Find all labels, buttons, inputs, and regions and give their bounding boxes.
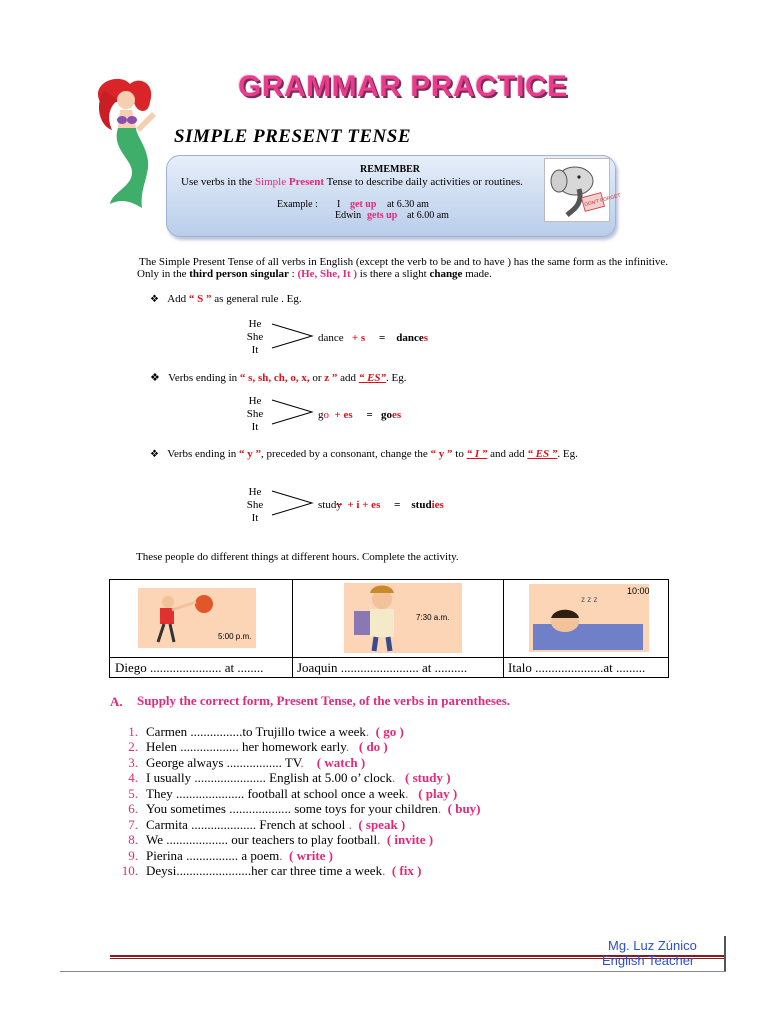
rule-1-marker: “ S ”	[188, 293, 212, 305]
rule-2-pre: Verbs ending in	[168, 372, 240, 384]
intro-line-2-change: change	[429, 268, 463, 280]
exercise-item-verb: ( fix )	[391, 863, 422, 878]
example-1-subject: I	[337, 199, 341, 210]
rule-3	[150, 448, 578, 460]
exercise-item-verb: ( study )	[405, 770, 451, 785]
rule-1-equals: =	[378, 332, 386, 344]
exercise-number: 4.	[128, 770, 138, 785]
rule-3-example	[318, 499, 444, 511]
pronoun-he: He	[248, 318, 262, 330]
rule-3-pre: Verbs ending in	[167, 448, 240, 460]
bullet-diamond-icon: ❖	[150, 372, 160, 384]
pronoun-he: He	[248, 395, 262, 407]
bullet-diamond-icon: ❖	[150, 294, 159, 305]
example-2-verb: gets up	[367, 210, 398, 221]
rule-2-plus: + es	[334, 409, 353, 421]
exercise-item-verb: ( invite )	[386, 832, 434, 847]
activity-intro: These people do different things at different hours. Complete the activity.	[136, 551, 459, 563]
elephant-icon	[545, 159, 622, 221]
rule-3-post: . Eg.	[557, 448, 578, 460]
exercise-item-text: Pierina ................ a poem	[146, 848, 280, 863]
intro-line-2-post: made.	[462, 268, 492, 280]
exercise-item-text: They ..................... football at school once a week	[146, 786, 406, 801]
exercise-item-verb: ( buy)	[447, 801, 481, 816]
pronoun-she: She	[246, 331, 264, 343]
rule-3-mid: , preceded by a consonant, change the	[261, 448, 431, 460]
page-title: GRAMMAR PRACTICE	[238, 70, 568, 103]
intro-line-2-mid: is there a slight	[357, 268, 430, 280]
pronoun-she: She	[246, 408, 264, 420]
basketball-picture	[138, 588, 256, 648]
exercise-item-verb: ( go )	[375, 724, 404, 739]
rule-2-post: . Eg.	[386, 372, 407, 384]
exercise-item-text: Helen .................. her homework early	[146, 739, 346, 754]
elephant-illustration	[544, 158, 622, 222]
exercise-item-10: Deysi.......................her car three time a week. ( fix )	[146, 863, 422, 878]
example-2-time: at 6.00 am	[407, 210, 449, 221]
exercise-number: 9.	[128, 848, 138, 863]
rule-3-verb-end-crossed: y	[336, 499, 342, 511]
picture-cell-italo	[503, 580, 668, 657]
picture-cell-diego	[110, 580, 293, 657]
intro-line-2-pronouns: (He, She, It )	[297, 268, 358, 280]
rule-2-verb-end: o	[323, 409, 329, 421]
exercise-number: 8.	[128, 832, 138, 847]
example-2-subject: Edwin	[335, 210, 362, 221]
exercise-number: 10.	[121, 863, 138, 878]
rule-2-equals: =	[366, 409, 373, 421]
exercise-number: 7.	[128, 817, 138, 832]
rule-3-i: “ I ”	[466, 448, 488, 460]
exercise-number: 1.	[128, 724, 138, 739]
pronoun-it: It	[251, 421, 259, 433]
rule-3-result-end: ies	[431, 499, 444, 511]
exercise-item-1: Carmen ................to Trujillo twice a week. ( go )	[146, 724, 404, 739]
dont-forget-badge: DON'T FORGET	[583, 192, 622, 209]
rule-1-pronouns	[243, 318, 267, 357]
exercise-item-verb: ( speak )	[358, 817, 406, 832]
remember-heading: REMEMBER	[360, 164, 420, 175]
rule-3-marker: “ ES ”	[527, 448, 558, 460]
exercise-item-text: Carmita .................... French at school	[146, 817, 349, 832]
exercise-item-2: Helen .................. her homework early. ( do )	[146, 739, 388, 754]
sleeping-picture	[529, 584, 649, 652]
exercise-item-text: We ................... our teachers to play football	[146, 832, 378, 847]
example-1-verb: get up	[350, 199, 377, 210]
exercise-item-text: Carmen ................to Trujillo twice a week	[146, 724, 366, 739]
example-label: Example :	[277, 199, 318, 210]
rule-1-post: as general rule . Eg.	[211, 293, 302, 305]
pictures-table	[109, 579, 669, 678]
exercise-item-verb: ( do )	[358, 739, 388, 754]
caption-diego: Diego ...................... at ........	[115, 660, 264, 675]
rule-1	[150, 293, 302, 305]
bullet-diamond-icon: ❖	[150, 449, 159, 460]
remember-line-pre: Use verbs in the	[181, 176, 255, 188]
intro-line-2-pre: Only in the	[137, 268, 190, 280]
remember-line-present: Present	[288, 176, 325, 188]
rule-1-pre: Add	[167, 293, 189, 305]
footer-base-rule	[60, 971, 726, 972]
rule-1-arrow-icon	[270, 322, 314, 350]
rule-2-example	[318, 409, 401, 421]
svg-text:z z z: z z z	[581, 595, 598, 604]
remember-line-post: Tense to describe daily activities or routines.	[324, 176, 523, 188]
exercise-number: 6.	[128, 801, 138, 816]
exercise-item-text: Deysi.......................her car three time a week	[146, 863, 383, 878]
rule-2-result-base: go	[380, 409, 392, 421]
rule-2-mid2: add	[337, 372, 359, 384]
pronoun-he: He	[248, 486, 262, 498]
rule-1-verb: dance	[318, 332, 344, 344]
rule-3-y: “ y ”	[430, 448, 453, 460]
intro-line-2	[137, 268, 492, 280]
remember-line-simple: Simple	[254, 176, 289, 188]
exercise-number: 2.	[128, 739, 138, 754]
mermaid-illustration	[90, 72, 172, 212]
rule-3-ending: “ y ”	[239, 448, 262, 460]
rule-2-result-end: es	[391, 409, 402, 421]
exercise-item-verb: ( play )	[418, 786, 458, 801]
intro-line-1: The Simple Present Tense of all verbs in English (except the verb to be and to have ) has the same form as the infinitive.	[139, 256, 669, 268]
picture-cell-joaquin	[292, 580, 504, 657]
exercise-item-text: George always ................. TV	[146, 755, 301, 770]
rule-1-example	[318, 332, 428, 344]
rule-1-plus: + s	[351, 332, 366, 344]
exercise-item-5: They ..................... football at school once a week. ( play )	[146, 786, 458, 801]
rule-3-equals: =	[394, 499, 401, 511]
exercise-number: 3.	[128, 755, 138, 770]
intro-line-2-bold: third person singular	[189, 268, 289, 280]
rule-2-marker: “ ES”	[358, 372, 387, 384]
exercise-item-verb: ( watch )	[316, 755, 366, 770]
exercise-letter: A.	[110, 694, 123, 709]
exercise-item-text: I usually ...................... English at 5.00 o’ clock	[146, 770, 393, 785]
example-1-time: at 6.30 am	[387, 199, 429, 210]
rule-2-arrow-icon	[270, 398, 314, 426]
exercise-item-text: You sometimes ................... some toys for your children	[146, 801, 438, 816]
pronoun-it: It	[251, 512, 259, 524]
intro-line-2-colon: :	[288, 268, 298, 280]
pronoun-it: It	[251, 344, 259, 356]
teacher-name: Mg. Luz Zúnico	[608, 938, 697, 953]
rule-3-mid3: and add	[487, 448, 528, 460]
exercise-item-verb: ( write )	[288, 848, 334, 863]
page-subtitle: SIMPLE PRESENT TENSE	[174, 126, 411, 147]
exercise-item-8: We ................... our teachers to play football. ( invite )	[146, 832, 434, 847]
exercise-item-4: I usually ...................... English at 5.00 o’ clock. ( study )	[146, 770, 451, 785]
rule-2-ending-z: z ”	[324, 372, 338, 384]
exercise-item-9: Pierina ................ a poem. ( write )	[146, 848, 334, 863]
rule-2-endings: “ s, sh, ch, o, x,	[239, 372, 310, 384]
rule-1-result-base: dance	[396, 332, 424, 344]
time-diego: 5:00 p.m.	[218, 632, 252, 641]
rule-1-result-end: s	[423, 332, 429, 344]
rule-3-plus: + i + es	[347, 499, 381, 511]
footer-side-rule	[724, 936, 726, 972]
time-joaquin: 7:30 a.m.	[416, 613, 450, 622]
caption-italo: Italo .....................at .........	[508, 660, 646, 675]
rule-3-mid2: to	[452, 448, 467, 460]
remember-line	[181, 176, 523, 188]
rule-3-arrow-icon	[270, 489, 314, 517]
caption-row	[110, 657, 668, 678]
exercise-item-6: You sometimes ................... some toys for your children. ( buy)	[146, 801, 481, 816]
pronoun-she: She	[246, 499, 264, 511]
rule-2	[150, 371, 407, 384]
teacher-role: English Teacher	[602, 953, 695, 968]
rule-2-pronouns	[243, 395, 267, 434]
time-italo: 10:00	[627, 586, 650, 596]
rule-3-pronouns	[243, 486, 267, 525]
rule-3-result-base: stud	[411, 499, 432, 511]
exercise-instruction: Supply the correct form, Present Tense, of the verbs in parentheses.	[137, 693, 511, 708]
exercise-item-3: George always ................. TV. ( watch )	[146, 755, 366, 770]
exercise-number: 5.	[128, 786, 138, 801]
exercise-item-7: Carmita .................... French at school . ( speak )	[146, 817, 406, 832]
student-picture	[344, 583, 462, 653]
rule-2-verb-base: g	[318, 409, 324, 421]
rule-2-mid: or	[309, 372, 325, 384]
rule-3-verb-base: stud	[318, 499, 337, 511]
caption-joaquin: Joaquin ........................ at ..........	[297, 660, 468, 675]
